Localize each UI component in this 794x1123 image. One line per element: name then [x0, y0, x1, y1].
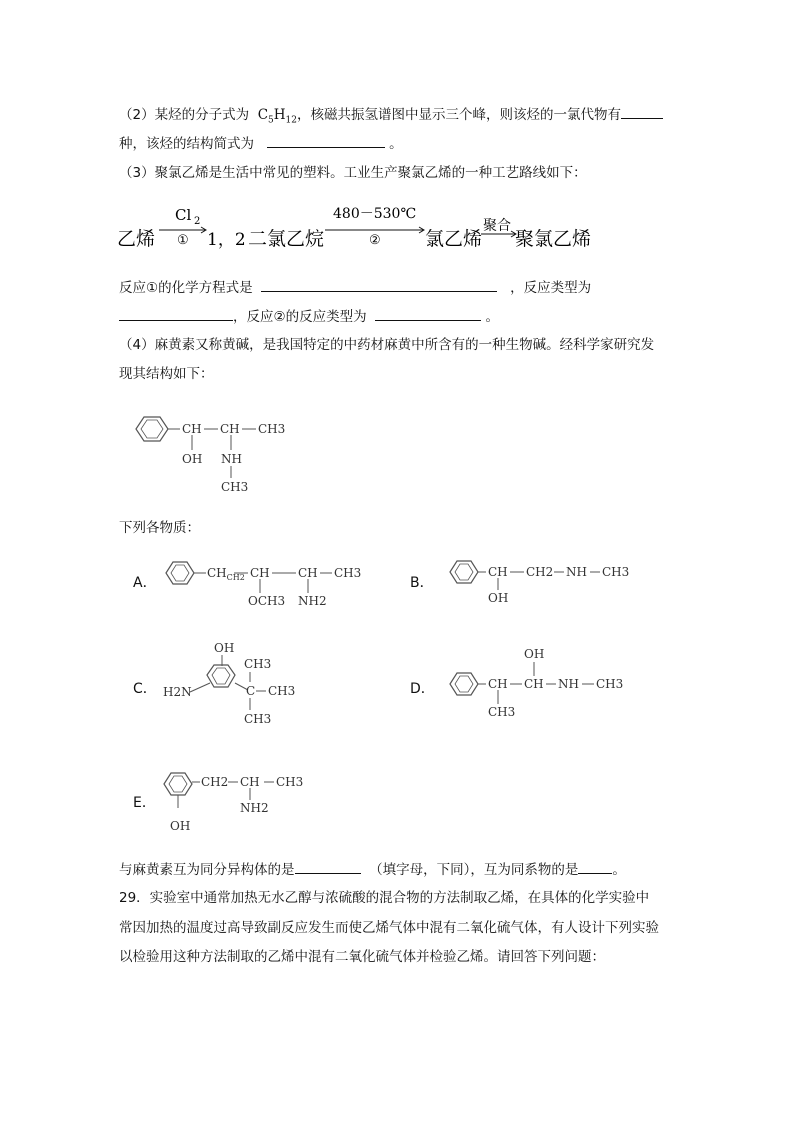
option-d-label: D．: [410, 681, 435, 697]
b-nh: NH: [566, 565, 587, 579]
main-nch3: CH3: [221, 480, 249, 494]
e-nh2: NH2: [240, 801, 269, 815]
q2-text-b: ，核磁共振氢谱图中显示三个峰，则该烃的一氯代物有: [297, 107, 621, 123]
b-ch2: CH2: [526, 565, 554, 579]
option-c-structure: [160, 638, 310, 730]
q2-blank-1[interactable]: [621, 104, 663, 119]
q4-period: 。: [612, 862, 626, 878]
d-ch: CH: [488, 677, 508, 691]
q3-blank-2[interactable]: [119, 306, 233, 321]
route-ethylene: 乙烯: [117, 228, 156, 250]
a-och3: OCH3: [248, 594, 286, 608]
q3-text-c: ，反应②的反应类型为: [233, 309, 367, 325]
c-ch3-right: CH3: [268, 684, 296, 698]
a-ch3: CH3: [334, 566, 362, 580]
q3-intro: （3）聚氯乙烯是生活中常见的塑料。工业生产聚氯乙烯的一种工艺路线如下：: [119, 165, 587, 181]
e-ch: CH: [240, 775, 260, 789]
c-c: C: [246, 684, 256, 698]
q3-text-b: ，反应类型为: [510, 280, 592, 296]
q4-answer-line: [119, 859, 626, 880]
q29-line1: 29．实验室中通常加热无水乙醇与浓硫酸的混合物的方法制取乙烯，在具体的化学实验中: [119, 890, 650, 906]
q2-line1: [119, 104, 663, 131]
e-ch2: CH2: [201, 775, 229, 789]
route-pvc: 聚氯乙烯: [515, 228, 592, 250]
q3-period: 。: [485, 309, 499, 325]
a-nh2: NH2: [298, 594, 327, 608]
option-c-label: C．: [133, 681, 157, 697]
route-cl2-sub: 2: [194, 216, 201, 227]
ephedrine-structure: [122, 408, 302, 498]
c-ch3-top: CH3: [244, 657, 272, 671]
main-ch1: CH: [182, 422, 202, 436]
q4-intro2: 现其结构如下：: [119, 366, 214, 382]
d-ch-b: CH: [524, 677, 544, 691]
a-ch-b: CH: [298, 566, 318, 580]
q4-answer-text-a: 与麻黄素互为同分异构体的是: [119, 862, 295, 878]
route-cl2: Cl: [175, 206, 192, 224]
d-ch3-bottom: CH3: [488, 705, 516, 719]
q29-line2: 常因加热的温度过高导致副反应发生而使乙烯气体中混有二氧化硫气体，有人设计下列实验: [119, 920, 659, 936]
q3-line1: [119, 277, 591, 298]
q4-blank-1[interactable]: [295, 859, 361, 874]
route-vinyl: 氯乙烯: [425, 228, 483, 250]
q3-line2: [119, 306, 499, 327]
q2-text-c: 种，该烃的结构简式为: [119, 136, 254, 152]
option-b-label: B．: [410, 575, 434, 591]
c-ch3-bottom: CH3: [244, 712, 272, 726]
c-oh: OH: [214, 641, 235, 655]
q3-route-diagram: [115, 200, 605, 252]
q3-blank-1[interactable]: [261, 277, 497, 292]
q4-blank-2[interactable]: [578, 859, 612, 874]
d-nh: NH: [558, 677, 579, 691]
option-b-structure: [442, 552, 642, 610]
option-e-structure: [160, 764, 310, 836]
main-ch2: CH: [220, 422, 240, 436]
route-step2: ②: [369, 233, 381, 248]
b-ch: CH: [488, 565, 508, 579]
option-d-structure: [442, 644, 642, 724]
q2-formula: $C_5H_{12}$: [257, 107, 297, 126]
q4-answer-text-b: （填字母，下同），互为同系物的是: [369, 862, 579, 878]
e-ch3: CH3: [276, 775, 304, 789]
q4-intro1: （4）麻黄素又称黄碱，是我国特定的中药材麻黄中所含有的一种生物碱。经科学家研究发: [119, 337, 655, 353]
a-ch2: $CH_{CH2}$: [207, 566, 245, 582]
option-a-label: A．: [133, 575, 157, 591]
b-oh: OH: [488, 591, 509, 605]
route-polymerize: 聚合: [483, 218, 511, 234]
q3-blank-3[interactable]: [375, 306, 481, 321]
route-dce: 二氯乙烷: [248, 228, 325, 250]
d-ch3: CH3: [596, 677, 624, 691]
a-ch: CH: [250, 566, 270, 580]
d-oh: OH: [524, 647, 545, 661]
q2-text-a: （2）某烃的分子式为: [119, 107, 250, 123]
main-nh: NH: [221, 452, 242, 466]
q2-period: 。: [389, 136, 403, 152]
option-a-structure: [158, 553, 368, 611]
b-ch3: CH3: [602, 565, 630, 579]
benzene-ring: [136, 417, 168, 441]
route-temp: 480－530℃: [333, 206, 417, 222]
main-oh: OH: [182, 452, 203, 466]
q3-text-a: 反应①的化学方程式是: [119, 280, 253, 296]
q2-blank-2[interactable]: [267, 133, 385, 148]
q2-line2: [119, 133, 403, 154]
q29-line3: 以检验用这种方法制取的乙烯中混有二氧化硫气体并检验乙烯。请回答下列问题：: [119, 949, 605, 965]
main-ch3: CH3: [258, 422, 286, 436]
c-h2n: H2N: [163, 685, 192, 699]
route-step1: ①: [177, 233, 189, 248]
route-dce-num: 1，2: [207, 230, 246, 250]
option-e-label: E．: [133, 795, 156, 811]
e-oh: OH: [170, 819, 191, 833]
q4-options-intro: 下列各物质：: [119, 520, 200, 536]
